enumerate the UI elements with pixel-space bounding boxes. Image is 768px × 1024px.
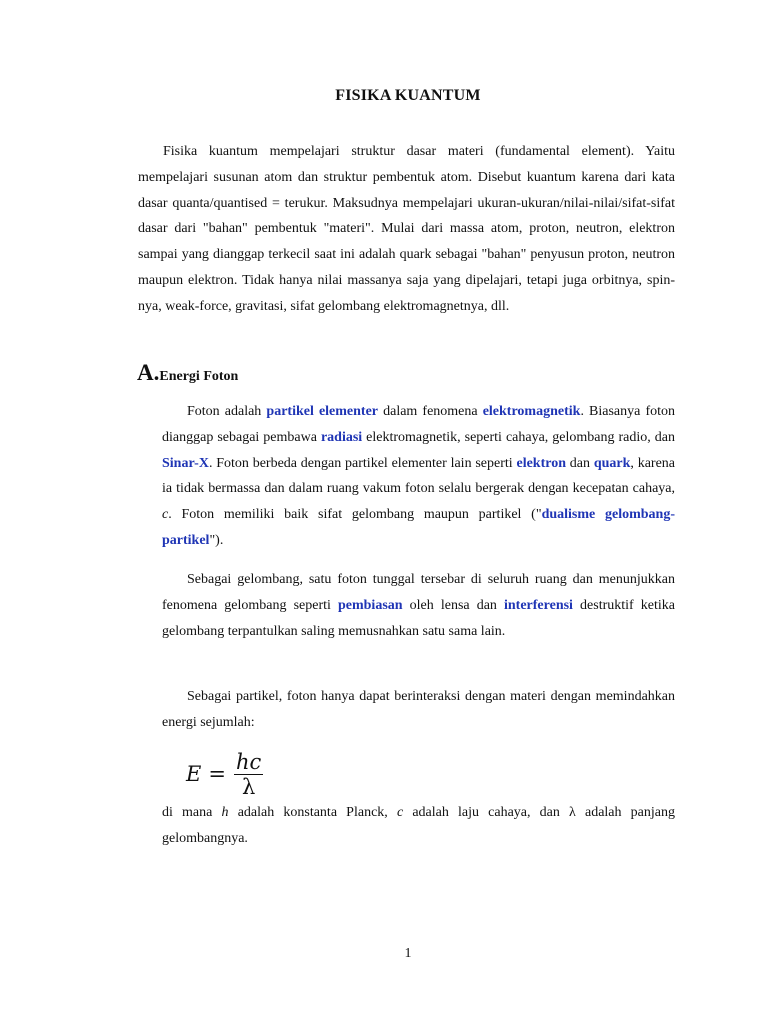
link-dualisme-gelombang-partikel[interactable]: dualisme gelombang-partikel <box>162 507 675 548</box>
text-span: di mana <box>162 805 222 820</box>
text-span: . Biasanya foton dianggap sebagai pembawa <box>162 404 675 445</box>
text-span: dan <box>566 455 594 471</box>
section-heading <box>137 360 238 386</box>
text-span: Sebagai gelombang, satu foton tunggal tersebar di seluruh ruang dan menunjukkan fenomena gelombang seperti <box>162 572 675 613</box>
link-radiasi[interactable]: radiasi <box>320 429 363 445</box>
link-interferensi[interactable]: interferensi <box>504 597 573 613</box>
text-span: . Foton berbeda dengan partikel elementer lain seperti <box>208 455 517 471</box>
page-number: 1 <box>404 946 412 961</box>
text-span: "). <box>209 532 224 548</box>
formula-fraction <box>234 751 263 798</box>
text-span: . Foton memiliki baik sifat gelombang maupun partikel (" <box>168 507 542 523</box>
intro-paragraph: Fisika kuantum mempelajari struktur dasar materi (fundamental element). Yaitu mempelajari susunan atom dan struktur pembentuk atom. Disebut kuantum karena dari kata dasar quanta/quantised = terukur. Maksudnya mempelajari ukuran-ukuran/nilai-nilai/sifat-sifat dasar dari "bahan" pembentuk "materi". Mulai dari massa atom, proton, neutron, elektron sampai yang dianggap terkecil saat ini adalah quark sebagai "bahan" penyusun proton, neutron maupun elektron. Tidak hanya nilai massanya saja yang dipelajari, tetapi juga orbitnya, spin-nya, weak-force, gravitasi, sifat gelombang elektromagnetnya, dll. <box>138 144 675 314</box>
text-span: , karena ia tidak bermassa dan dalam ruang vakum foton selalu bergerak dengan kecepatan cahaya, <box>162 455 675 497</box>
link-partikel-elementer[interactable]: partikel elementer <box>266 404 379 419</box>
formula-denominator: λ <box>241 774 256 799</box>
formula-numerator: hc <box>235 749 262 774</box>
text-span: destruktif ketika gelombang terpantulkan saling memusnahkan satu sama lain. <box>162 597 675 639</box>
symbol-h: h <box>221 805 229 820</box>
text-span: oleh lensa dan <box>402 597 504 613</box>
text-span: Foton adalah <box>187 404 267 419</box>
link-quark[interactable]: quark <box>593 455 631 471</box>
section-letter: A. <box>137 360 160 385</box>
symbol-c: c <box>396 805 404 820</box>
link-sinar-x[interactable]: Sinar-X <box>162 455 209 471</box>
energy-formula <box>186 750 263 798</box>
symbol-c: c <box>162 507 169 523</box>
page-title: FISIKA KUANTUM <box>335 87 481 104</box>
paragraph-partikel: Sebagai partikel, foton hanya dapat berinteraksi dengan materi dengan memindahkan energi sejumlah: <box>162 689 675 730</box>
section-title: Energi Foton <box>159 369 239 384</box>
text-span: adalah laju cahaya, dan λ adalah panjang gelombangnya. <box>162 805 675 846</box>
text-span: elektromagnetik, seperti cahaya, gelombang radio, dan <box>362 429 675 445</box>
link-elektromagnetik[interactable]: elektromagnetik <box>482 404 581 419</box>
formula-lhs: E <box>186 762 202 786</box>
paragraph-definitions <box>162 800 675 852</box>
link-pembiasan[interactable]: pembiasan <box>337 597 403 613</box>
text-span: dalam fenomena <box>378 404 483 419</box>
paragraph-gelombang <box>162 567 675 644</box>
link-elektron[interactable]: elektron <box>516 455 566 471</box>
text-span: adalah konstanta Planck, <box>228 805 397 820</box>
formula-equals: = <box>208 762 226 786</box>
paragraph-foton <box>162 399 675 554</box>
